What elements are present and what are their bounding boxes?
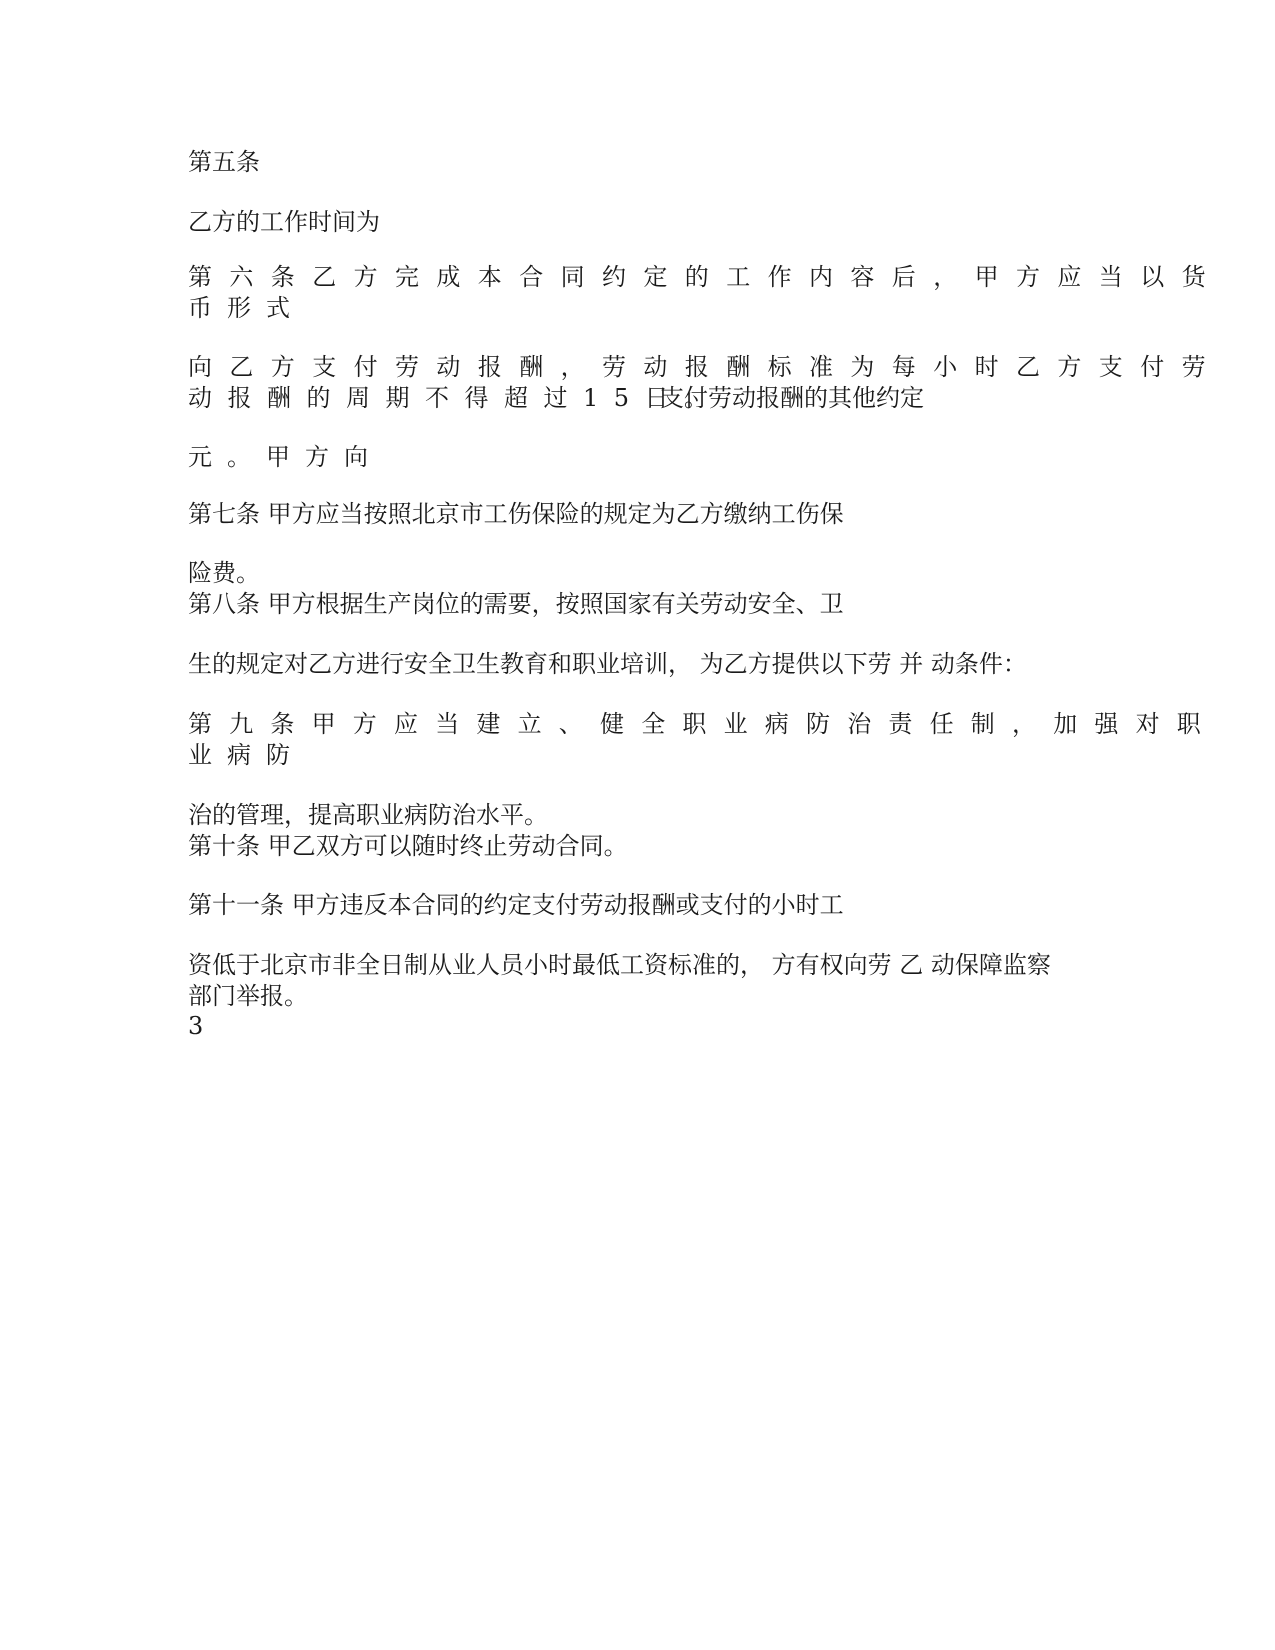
payment-line-2b: 支付劳动报酬的其他约定 [660,384,924,412]
article-6-line-1: 第六条乙方完成本合同约定的工作内容后，甲方应当以货 [188,263,1223,291]
article-9-line-1: 第九条甲方应当建立、健全职业病防治责任制，加强对职 [188,710,1218,738]
article-8-line-1: 第八条 甲方根据生产岗位的需要，按照国家有关劳动安全、卫 [188,590,844,618]
article-9-line-3: 治的管理，提高职业病防治水平。 [188,801,548,829]
article-6-line-2: 币形式 [188,294,305,322]
article-10-line: 第十条 甲乙双方可以随时终止劳动合同。 [188,832,628,860]
payment-line-3: 元。甲方向 [188,443,383,471]
work-hours-line: 乙方的工作时间为 [188,208,380,236]
article-5-heading: 第五条 [188,148,260,176]
article-7-line-1: 第七条 甲方应当按照北京市工伤保险的规定为乙方缴纳工伤保 [188,500,844,528]
page-number: 3 [188,1012,204,1040]
article-11-line-1: 第十一条 甲方违反本合同的约定支付劳动报酬或支付的小时工 [188,891,844,919]
article-11-line-2: 资低于北京市非全日制从业人员小时最低工资标准的， 方有权向劳 乙 动保障监察 [188,951,1051,979]
payment-line-2a: 动报酬的周期不得超过15日。 [188,384,724,412]
article-8-line-2: 生的规定对乙方进行安全卫生教育和职业培训， 为乙方提供以下劳 并 动条件： [188,650,1027,678]
article-9-line-2: 业病防 [188,741,305,769]
payment-line-1: 向乙方支付劳动报酬，劳动报酬标准为每小时乙方支付劳 [188,353,1223,381]
article-7-line-2: 险费。 [188,559,260,587]
article-11-line-3: 部门举报。 [188,982,308,1010]
